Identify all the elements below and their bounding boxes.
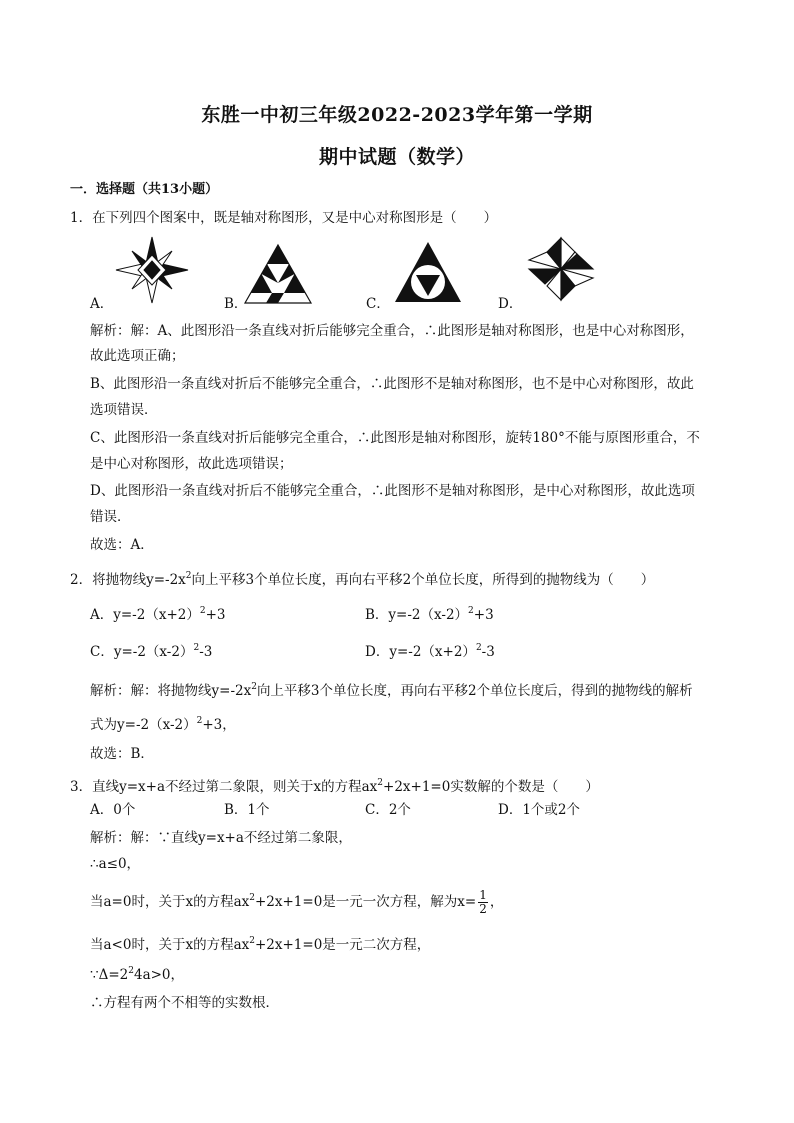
q2-option-d-tail: -3 — [481, 644, 495, 660]
figure-b-triangle-pattern — [243, 243, 313, 305]
q2-option-a-text: A．y=-2（x+2） — [90, 607, 200, 623]
q3-analysis-5-sup: 2 — [128, 966, 134, 976]
q2-option-b-text: B．y=-2（x-2） — [365, 607, 469, 623]
q2-analysis-1-sup: 2 — [251, 682, 257, 692]
q2-option-d-sup: 2 — [475, 643, 482, 653]
fraction-denominator: 2 — [479, 902, 487, 916]
q1-option-b: B． — [224, 296, 248, 312]
q1-analysis-line-5: C、此图形沿一条直线对折后能够完全重合，∴此图形是轴对称图形，旋转180°不能与原图形重合，不 — [90, 430, 700, 446]
section-heading: 一．选择题（共13小题） — [70, 182, 219, 197]
q1-analysis-line-6: 是中心对称图形，故此选项错误； — [90, 456, 293, 472]
q2-option-d-text: D．y=-2（x+2） — [365, 644, 476, 660]
q3-stem-post: +2x+1=0实数解的个数是（ ） — [383, 779, 599, 795]
q2-option-a — [90, 601, 226, 625]
q3-analysis-3-end: ， — [489, 894, 504, 910]
q3-stem-pre: 3．直线y=x+a不经过第二象限，则关于x的方程ax — [70, 779, 378, 795]
q3-stem-sup: 2 — [377, 778, 384, 788]
q1-option-c: C． — [366, 296, 390, 312]
q3-analysis-5-pre: ∵Δ=2 — [90, 967, 129, 983]
q3-analysis-line-2: ∴a≤0， — [90, 856, 141, 872]
title-line-1: 东胜一中初三年级2022-2023学年第一学期 — [201, 104, 593, 126]
q1-analysis-line-7: D、此图形沿一条直线对折后不能够完全重合，∴此图形不是轴对称图形，是中心对称图形，故此选项 — [90, 483, 695, 499]
q2-option-c-tail: -3 — [199, 644, 213, 660]
q1-analysis-line-2: 故此选项正确； — [90, 348, 185, 364]
q1-analysis-line-4: 选项错误． — [90, 402, 158, 418]
q3-option-c: C．2个 — [365, 802, 411, 818]
q2-option-d — [365, 638, 495, 662]
q2-option-c — [90, 638, 212, 662]
q2-stem-sup: 2 — [185, 571, 192, 581]
q2-answer: 故选：B． — [90, 746, 154, 762]
q3-analysis-4-sup: 2 — [249, 936, 255, 946]
q3-analysis-5-post: 4a>0， — [133, 967, 185, 983]
q2-analysis-1-post: 向上平移3个单位长度，再向右平移2个单位长度后，得到的抛物线的解析 — [256, 683, 693, 699]
fraction-numerator: 1 — [479, 888, 487, 902]
figure-a-compass-star — [114, 235, 190, 305]
q2-option-b-tail: +3 — [473, 607, 494, 623]
q2-analysis-line-2 — [90, 711, 236, 735]
q2-option-b-sup: 2 — [468, 606, 474, 616]
q2-analysis-line-1 — [90, 677, 693, 701]
q3-analysis-line-3 — [90, 888, 503, 916]
q2-option-a-tail: +3 — [205, 607, 226, 623]
q2-analysis-1-pre: 解析：解：将抛物线y=-2x — [90, 683, 252, 699]
q1-answer: 故选：A． — [90, 537, 154, 553]
title-line-2: 期中试题（数学） — [318, 146, 475, 168]
q2-option-b — [365, 601, 494, 625]
q2-analysis-2-pre: 式为y=-2（x-2） — [90, 717, 197, 733]
q1-option-a: A． — [90, 296, 114, 312]
figure-d-pinwheel — [527, 236, 595, 302]
q2-option-a-sup: 2 — [199, 606, 206, 616]
q1-analysis-line-1: 解析：解：A、此图形沿一条直线对折后能够完全重合，∴此图形是轴对称图形，也是中心对称图形， — [90, 323, 694, 339]
q3-option-a: A．0个 — [90, 802, 136, 818]
q3-analysis-3-pre: 当a=0时，关于x的方程ax — [90, 894, 250, 910]
q2-stem-post: 向上平移3个单位长度，再向右平移2个单位长度，所得到的抛物线为（ ） — [191, 572, 655, 588]
q1-analysis-line-3: B、此图形沿一条直线对折后不能够完全重合，∴此图形不是轴对称图形，也不是中心对称图形，故此 — [90, 376, 694, 392]
q2-option-c-text: C．y=-2（x-2） — [90, 644, 194, 660]
q3-analysis-line-6: ∴方程有两个不相等的实数根． — [90, 995, 279, 1011]
q3-analysis-line-4 — [90, 931, 430, 955]
q2-stem-pre: 2．将抛物线y=-2x — [70, 572, 186, 588]
figure-c-triangle-circle — [393, 240, 463, 304]
q1-analysis-line-8: 错误． — [90, 509, 131, 525]
q2-analysis-2-sup: 2 — [196, 716, 203, 726]
q2-option-c-sup: 2 — [193, 643, 200, 653]
q3-option-d: D．1个或2个 — [498, 802, 581, 818]
q3-option-b: B．1个 — [224, 802, 270, 818]
q3-analysis-line-1: 解析：解：∵直线y=x+a不经过第二象限， — [90, 830, 352, 846]
q2-analysis-2-post: +3， — [202, 717, 236, 733]
q3-stem — [70, 773, 599, 797]
q2-stem — [70, 566, 654, 590]
q3-analysis-4-pre: 当a<0时，关于x的方程ax — [90, 937, 250, 953]
q1-option-d: D． — [498, 296, 523, 312]
q3-analysis-3-sup: 2 — [249, 893, 255, 903]
q3-analysis-line-5 — [90, 961, 184, 985]
q1-stem: 1．在下列四个图案中，既是轴对称图形，又是中心对称图形是（ ） — [70, 210, 498, 226]
fraction-one-half — [478, 889, 488, 916]
q3-analysis-3-mid: +2x+1=0是一元一次方程，解为x= — [254, 894, 477, 910]
q3-analysis-4-post: +2x+1=0是一元二次方程， — [254, 937, 431, 953]
